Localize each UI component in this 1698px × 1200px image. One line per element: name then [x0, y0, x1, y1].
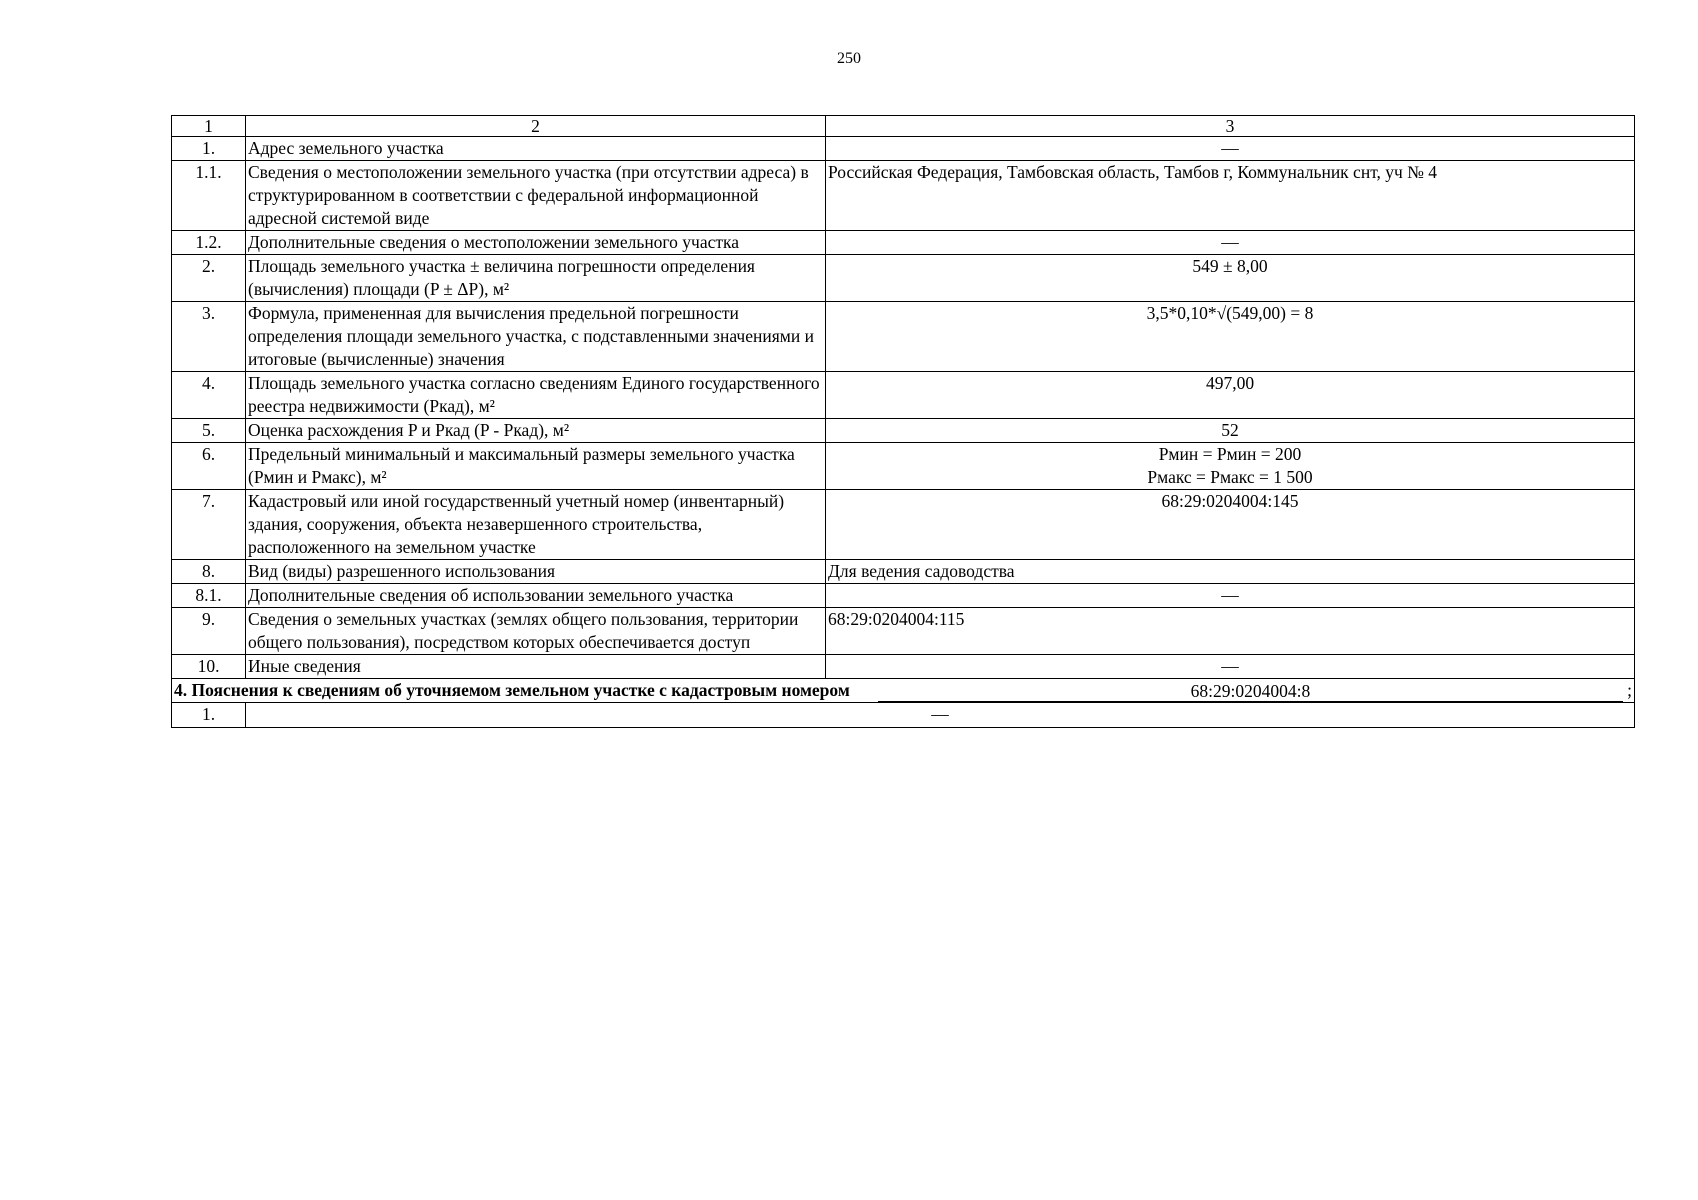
row-value: 497,00 — [826, 372, 1635, 419]
row-value: — — [826, 231, 1635, 255]
table-row — [172, 161, 1635, 231]
row-label: Вид (виды) разрешенного использования — [246, 560, 826, 584]
row-value: 68:29:0204004:145 — [826, 490, 1635, 560]
row-label: Сведения о земельных участках (землях общего пользования, территории общего пользования), посредством которых обеспечивается доступ — [246, 608, 826, 655]
row-number: 8. — [172, 560, 246, 584]
row-label: Иные сведения — [246, 655, 826, 679]
table-row — [172, 137, 1635, 161]
header-col-2: 2 — [246, 116, 826, 137]
row-number: 2. — [172, 255, 246, 302]
row-value: 549 ± 8,00 — [826, 255, 1635, 302]
table-row — [172, 560, 1635, 584]
table-row — [172, 703, 1635, 728]
row-number: 5. — [172, 419, 246, 443]
row-value: Для ведения садоводства — [826, 560, 1635, 584]
row-label: Формула, примененная для вычисления предельной погрешности определения площади земельного участка, с подставленными значениями и итоговые (вычисленные) значения — [246, 302, 826, 372]
row-number: 4. — [172, 372, 246, 419]
row-number: 8.1. — [172, 584, 246, 608]
row-number: 1.2. — [172, 231, 246, 255]
page-number: 250 — [837, 50, 861, 67]
row-value: Российская Федерация, Тамбовская область, Тамбов г, Коммунальник снт, уч № 4 — [826, 161, 1635, 231]
row-number: 1. — [172, 137, 246, 161]
row-number: 7. — [172, 490, 246, 560]
row-number: 1. — [172, 703, 246, 728]
row-value: — — [826, 655, 1635, 679]
table-header-row — [172, 116, 1635, 137]
row-number: 3. — [172, 302, 246, 372]
section-title: 4. Пояснения к сведениям об уточняемом земельном участке с кадастровым номером — [174, 680, 850, 700]
section-heading — [172, 679, 1635, 703]
row-value: — — [246, 703, 1635, 728]
row-label: Адрес земельного участка — [246, 137, 826, 161]
section-cadastral-number: 68:29:0204004:8 — [878, 681, 1623, 702]
row-number: 10. — [172, 655, 246, 679]
max-size-value: Pмакс = Pмакс = 1 500 — [1147, 467, 1313, 487]
table-row — [172, 231, 1635, 255]
header-col-3: 3 — [826, 116, 1635, 137]
table-row — [172, 490, 1635, 560]
row-number: 9. — [172, 608, 246, 655]
row-value: 3,5*0,10*√(549,00) = 8 — [826, 302, 1635, 372]
min-size-value: Pмин = Pмин = 200 — [1158, 444, 1302, 464]
land-plot-info-table — [171, 115, 1635, 728]
table-row — [172, 584, 1635, 608]
row-label: Кадастровый или иной государственный учетный номер (инвентарный) здания, сооружения, объекта незавершенного строительства, расположенного на земельном участке — [246, 490, 826, 560]
row-label: Оценка расхождения P и Ркад (P - Ркад), м² — [246, 419, 826, 443]
header-col-1: 1 — [172, 116, 246, 137]
table-row — [172, 419, 1635, 443]
row-label: Предельный минимальный и максимальный размеры земельного участка (Pмин и Pмакс), м² — [246, 443, 826, 490]
row-value: — — [826, 137, 1635, 161]
table-row — [172, 655, 1635, 679]
section-end-mark: ; — [1627, 680, 1632, 700]
row-value — [826, 443, 1635, 490]
table-row — [172, 443, 1635, 490]
row-value: — — [826, 584, 1635, 608]
row-number: 1.1. — [172, 161, 246, 231]
table-row — [172, 608, 1635, 655]
row-label: Дополнительные сведения об использовании земельного участка — [246, 584, 826, 608]
row-value: 52 — [826, 419, 1635, 443]
row-value: 68:29:0204004:115 — [826, 608, 1635, 655]
table-row — [172, 372, 1635, 419]
row-label: Площадь земельного участка согласно сведениям Единого государственного реестра недвижимости (Ркад), м² — [246, 372, 826, 419]
table-row — [172, 302, 1635, 372]
section-heading-row — [172, 679, 1635, 703]
row-label: Дополнительные сведения о местоположении земельного участка — [246, 231, 826, 255]
row-label: Сведения о местоположении земельного участка (при отсутствии адреса) в структурированном в соответствии с федеральной информационной адресной системой виде — [246, 161, 826, 231]
row-label: Площадь земельного участка ± величина погрешности определения (вычисления) площади (P ± ΔP), м² — [246, 255, 826, 302]
row-number: 6. — [172, 443, 246, 490]
table-row — [172, 255, 1635, 302]
